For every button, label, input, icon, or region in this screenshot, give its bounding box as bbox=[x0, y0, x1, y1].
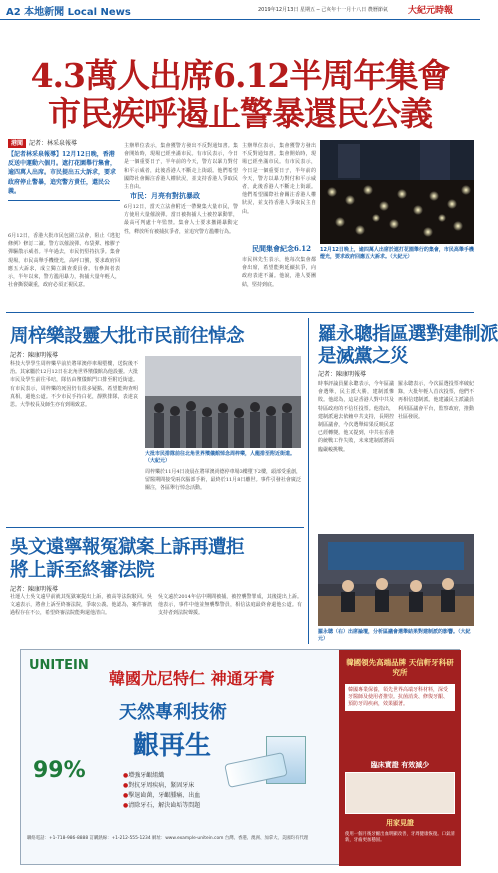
ad-point: ● 對抗牙周疾病，緊固牙床 bbox=[123, 781, 200, 791]
ad-title: 韓國尤尼特仁 神通牙膏 bbox=[109, 669, 275, 688]
ad-side-panel bbox=[339, 650, 461, 866]
main-subheadline: 市民疾呼遏止警暴還民公義 bbox=[48, 94, 432, 133]
forum-speakers-image bbox=[318, 534, 474, 626]
main-headline: 4.3萬人出席6.12半周年集會 bbox=[30, 56, 450, 95]
forum-photo-caption: 羅永聰（右）出席論壇，分析區議會選舉結果對建制派的影響。（大紀元） bbox=[318, 629, 471, 642]
teeth-comparison-image bbox=[345, 772, 455, 814]
ad-brand: UNITEIN bbox=[29, 658, 89, 673]
ad-side-foot: 使用一個月後牙齦出血明顯改善，牙周健康恢復。口氣清新，牙齒更加穩固。 bbox=[345, 832, 455, 843]
ad-point: ● 增強牙齦組織 bbox=[123, 771, 200, 781]
story3-byline: 記者：陳康明報導 bbox=[318, 371, 367, 378]
story3-body-col2: 羅永聰表示，今次區選投票率破紀錄，大批年輕人首次投票，他們不再相信建制派。他建議民主派議員利用區議會平台，監察政府，推動社區發展。 bbox=[398, 381, 474, 420]
section-divider bbox=[6, 312, 474, 313]
rally-photo-caption: 12月12日晚上，逾四萬人出席於遮打花園舉行的集會，市民高舉手機燈光，要求政府回應五大訴求。（大紀元） bbox=[320, 247, 474, 260]
ad-point: ● 清除牙石，解決齒垢等問題 bbox=[123, 801, 200, 811]
forum-photo bbox=[318, 534, 474, 626]
rally-crowd-image bbox=[320, 140, 474, 244]
lead-body-col3b: 市民林先生表示，他每次集會都會出席，希望能夠延續抗爭，向政府表達不滿。他說，港人要團結，堅持到底。 bbox=[242, 257, 316, 288]
lead-tag bbox=[8, 138, 77, 147]
lead-summary: 【記者林采泉報導】12月12日晚，香港反送中運動六個月。遮打花園舉行集會，逾四萬人出席。市民提出五大訴求，要求政府停止警暴，追究警方責任，還民公義。 bbox=[8, 150, 120, 201]
rally-photo bbox=[320, 140, 474, 244]
ad-subtitle: 天然專利技術 bbox=[119, 702, 227, 723]
advertisement bbox=[20, 649, 460, 865]
story2-body-col2: 周梓樂於11月4日凌晨在將軍澳尚德停車場3樓墮下2樓，頭部受重創，留醫期間接受兩次腦部手術，最終於11月8日離世。事件引發社會廣泛關注，各區舉行悼念活動。 bbox=[145, 469, 301, 492]
ad-percent: 99% bbox=[33, 758, 86, 783]
funeral-photo-caption: 大批市民排隊前往北角世界殯儀館悼念周梓樂，人龍排至附近街道。（大紀元） bbox=[145, 451, 296, 464]
lead-body-col1: 6月12日，香港大批市民包圍立法會，阻止《逃犯條例》修訂二讀。警方以催淚彈、布袋彈、橡膠子彈驅散示威者。半年過去，市民仍堅持抗爭。集會現場，市民高舉手機燈光，高呼口號，要求政府回應五大訴求，成立獨立調查委員會。有參與者表示，半年以來，警方濫用暴力，拘捕大量年輕人，社會撕裂嚴重，政府必須正視民意。 bbox=[8, 233, 120, 289]
story3-headline-2: 是滅黨之災 bbox=[318, 346, 409, 367]
newspaper-logo: 大紀元時報 bbox=[408, 6, 454, 16]
ad-side-body: 韓國專業保養，領先世界高端牙科材料，深受牙醫師及使用者推崇。抗菌消炎、修復牙齦、預防牙周疾病，效果顯著。 bbox=[345, 684, 455, 711]
lead-body-col3: 主辦單位表示，集會獲警方發出不反對通知書。集會開始時，現場已經坐滿市民。有市民表示，今日是一個重要日子，半年前的今天，警方以暴力對付和平示威者，此後香港人不斷走上街頭。他們希望國際社會關注香港人權狀況，並支持香港人爭取民主自由。 bbox=[242, 143, 316, 215]
ad-points bbox=[123, 771, 200, 811]
story4-byline: 記者：陳康明報導 bbox=[10, 586, 59, 593]
lead-subhead-1: 市民：月亮有對抗暴政 bbox=[130, 191, 200, 200]
story4-headline-2: 將上訴至終審法院 bbox=[10, 560, 155, 581]
ad-point: ● 擊退齒菌，牙齦腫痛、出血 bbox=[123, 791, 200, 801]
story4-body-col2: 吳文遠於2014年佔中期間被捕，被控襲警罪成，其後提出上訴。他表示，事件中他並無襲擊警員，相信法庭最終會還他公道。有支持者到法院聲援。 bbox=[158, 594, 302, 617]
lead-byline: 記者：林采泉報導 bbox=[29, 140, 78, 147]
lead-body-col2b: 6月12日，當天立法會附近一帶聚集大量市民，警方使用大量催淚彈。當日被拘捕人士被控暴動罪，最高可判處十年監禁。集會人士要求撤銷暴動定性，釋放所有被捕抗爭者，並追究警方濫權行為。 bbox=[124, 204, 238, 235]
story4-headline-1: 吳文遠寧報冤獄案上訴再遭拒 bbox=[10, 537, 245, 558]
issue-date: 2019年12月13日 星期五 ─ 己亥年十一月十八日 農曆節氣 bbox=[258, 7, 388, 13]
section-title: A2 本地新聞 Local News bbox=[6, 7, 131, 18]
ad-side-foot-title: 用家見證 bbox=[386, 818, 414, 827]
story2-byline: 記者：陳康明報導 bbox=[10, 352, 59, 359]
ad-big-text: 齦再生 bbox=[133, 731, 212, 761]
story2-body-col1: 科技大學學生周梓樂早前於將軍澳停車場墮樓，送院後不治。其家屬於12月12日在北角世界殯儀館為他設靈。大批市民及學生前往弔唁，隊伍由殯儀館門口排至附近街道。有市民表示，周梓樂的死因仍有很多疑點，希望能夠查明真相，還他公道。不少市民手持白花，靜默排隊，表達哀思。大學校長及師生亦有到場致意。 bbox=[10, 361, 138, 409]
ad-side-mid: 臨床實證 有效減少 bbox=[370, 760, 430, 769]
funeral-queue-image bbox=[145, 356, 301, 448]
column-divider bbox=[308, 318, 309, 644]
story3-headline-1: 羅永聰指區選對建制派 bbox=[318, 324, 498, 345]
story-divider bbox=[6, 527, 304, 528]
lead-subhead-2: 民間集會紀念6.12 bbox=[252, 244, 312, 253]
story3-body-col1: 時事評論員羅永聰表示，今年區議會選舉，民主派大勝，建制派慘敗。他認為，這是香港人對中共及特區政府的不信任投票。他指出，建制派過去依賴中共支持，長期控制區議會，今次選舉結果反映民意已經轉變。他又提到，中共在香港的統戰工作失敗，未來建制派將面臨嚴峻挑戰。 bbox=[318, 381, 394, 453]
ad-footer: 聯絡電話：+1-718-986-8888 訂購熱線：+1-212-555-1234 網址：www.example-unitein.com 台灣、香港、澳洲、加拿大、美國均有代理 bbox=[27, 836, 309, 841]
funeral-photo bbox=[145, 356, 301, 448]
lead-body-col2: 主辦單位表示，集會獲警方發出不反對通知書。集會開始時，現場已經坐滿市民。有市民表示，今日是一個重要日子，半年前的今天，警方以暴力對付和平示威者，此後香港人不斷走上街頭。他們希望國際社會關注香港人權狀況，並支持香港人爭取民主自由。 bbox=[124, 143, 238, 191]
ad-side-title: 韓國領先高端品牌 天信軒牙科研究所 bbox=[346, 658, 454, 677]
story4-body-col1: 社運人士吳文遠早前就其冤獄案提出上訴，被高等法院駁回。吳文遠表示，將會上訴至終審法院，爭取公義。他認為，案件審訊過程存在不公，希望終審法院能夠還他清白。 bbox=[10, 594, 152, 617]
tag-label: 港聞 bbox=[8, 139, 26, 148]
page-header bbox=[0, 0, 480, 20]
story2-headline: 周梓樂設靈大批市民前往悼念 bbox=[10, 326, 245, 347]
